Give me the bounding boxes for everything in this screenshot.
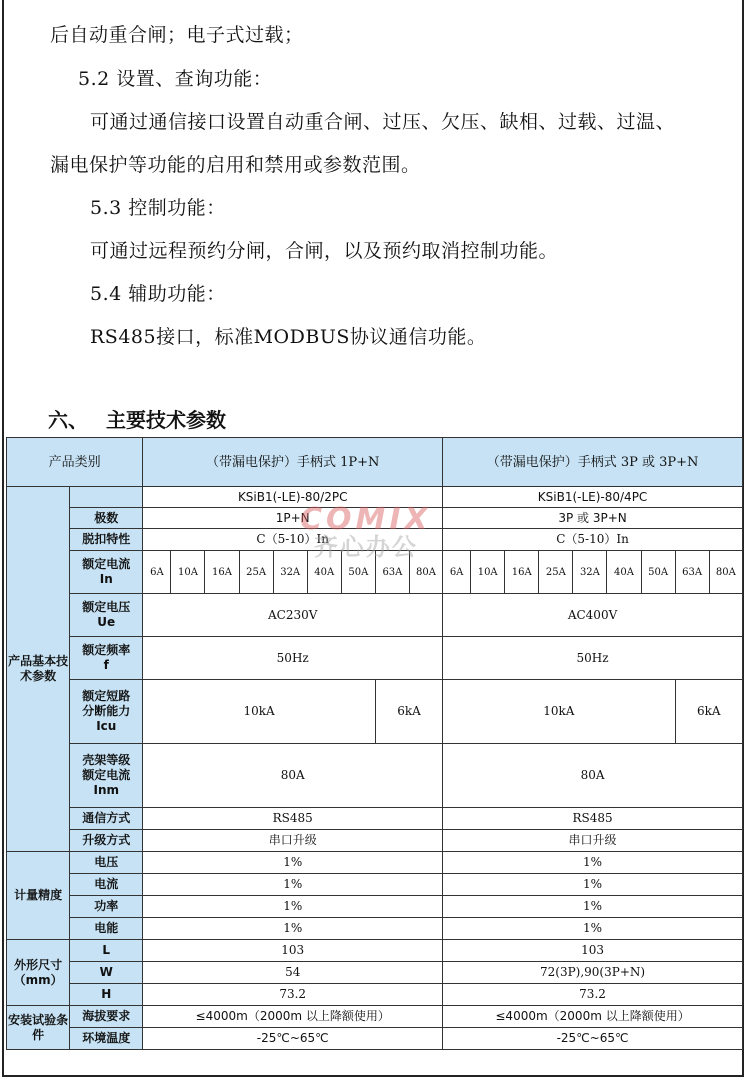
current-cell: 10A — [171, 551, 205, 594]
comm-label: 通信方式 — [70, 808, 143, 830]
current-cell: 6A — [443, 551, 471, 594]
voltage-label — [70, 594, 143, 637]
dim-h-1: 73.2 — [143, 984, 443, 1006]
dim-l-label: L — [70, 940, 143, 962]
model-label-cell — [70, 487, 143, 508]
breaking-1a: 10kA — [143, 680, 376, 744]
subsection-heading: 5.2 设置、查询功能： — [78, 68, 273, 90]
table-row — [7, 896, 743, 918]
model-1: KSiB1(-LE)-80/2PC — [143, 487, 443, 508]
meter-current-label: 电流 — [70, 874, 143, 896]
freq-label-line2: f — [103, 658, 109, 672]
current-cell: 10A — [471, 551, 505, 594]
text-line: 可通过通信接口设置自动重合闸、过压、欠压、缺相、过载、过温、 — [90, 111, 676, 133]
group-metering: 计量精度 — [7, 852, 70, 940]
accuracy-cell: 1% — [143, 874, 443, 896]
breaking-label-line1: 额定短路 — [82, 689, 131, 703]
accuracy-cell: 1% — [443, 852, 743, 874]
freq-label — [70, 637, 143, 680]
text-line: 可通过远程预约分闸，合闸，以及预约取消控制功能。 — [90, 240, 559, 262]
breaking-label-line2: 分断能力 — [82, 704, 131, 718]
freq-1: 50Hz — [143, 637, 443, 680]
table-row — [7, 918, 743, 940]
table-row — [7, 830, 743, 852]
current-cell: 6A — [143, 551, 171, 594]
dim-w-2: 72(3P),90(3P+N) — [443, 962, 743, 984]
frame-label-line2: 额定电流 — [82, 768, 131, 782]
table-row — [7, 808, 743, 830]
breaking-1b: 6kA — [375, 680, 442, 744]
altitude-1: ≤4000m（2000m 以上降额使用） — [143, 1006, 443, 1028]
meter-energy-label: 电能 — [70, 918, 143, 940]
current-cell: 50A — [341, 551, 375, 594]
trip-1: C（5-10）In — [143, 529, 443, 551]
frame-label — [70, 744, 143, 808]
section-title: 主要技术参数 — [106, 408, 226, 432]
upgrade-label: 升级方式 — [70, 830, 143, 852]
text-line: 漏电保护等功能的启用和禁用或参数范围。 — [50, 154, 421, 176]
current-cell: 25A — [239, 551, 273, 594]
poles-1: 1P+N — [143, 508, 443, 529]
trip-label: 脱扣特性 — [70, 529, 143, 551]
watermark-logo: COMIX — [300, 502, 432, 537]
temp-label: 环境温度 — [70, 1028, 143, 1050]
trip-2: C（5-10）In — [443, 529, 743, 551]
table-row — [7, 1006, 743, 1028]
group-install: 安装试验条件 — [7, 1006, 70, 1050]
table-row — [7, 874, 743, 896]
freq-2: 50Hz — [443, 637, 743, 680]
comm-2: RS485 — [443, 808, 743, 830]
current-label-line1: 额定电流 — [82, 557, 131, 571]
accuracy-cell: 1% — [143, 918, 443, 940]
temp-2: -25℃~65℃ — [443, 1028, 743, 1050]
table-row — [7, 680, 743, 744]
freq-label-line1: 额定频率 — [82, 643, 131, 657]
dim-h-2: 73.2 — [443, 984, 743, 1006]
dim-w-1: 54 — [143, 962, 443, 984]
text-line: 后自动重合闸；电子式过载； — [50, 24, 304, 46]
breaking-label-line3: Icu — [96, 719, 117, 733]
model-2: KSiB1(-LE)-80/4PC — [443, 487, 743, 508]
accuracy-cell: 1% — [143, 852, 443, 874]
comm-1: RS485 — [143, 808, 443, 830]
group-basic: 产品基本技术参数 — [7, 487, 70, 852]
current-cell: 80A — [709, 551, 742, 594]
frame-2: 80A — [443, 744, 743, 808]
current-cell: 40A — [307, 551, 341, 594]
current-cell: 40A — [607, 551, 641, 594]
product-type-label: 产品类别 — [7, 438, 143, 487]
frame-label-line1: 壳架等级 — [82, 753, 131, 767]
current-cell: 63A — [675, 551, 709, 594]
breaking-label — [70, 680, 143, 744]
frame-1: 80A — [143, 744, 443, 808]
poles-2: 3P 或 3P+N — [443, 508, 743, 529]
meter-power-label: 功率 — [70, 896, 143, 918]
table-row — [7, 962, 743, 984]
altitude-label: 海拔要求 — [70, 1006, 143, 1028]
accuracy-cell: 1% — [443, 874, 743, 896]
poles-label: 极数 — [70, 508, 143, 529]
voltage-label-line1: 额定电压 — [82, 600, 131, 614]
table-row — [7, 984, 743, 1006]
col2-header: （带漏电保护）手柄式 3P 或 3P+N — [443, 438, 743, 487]
table-row — [7, 940, 743, 962]
subsection-heading: 5.3 控制功能： — [90, 197, 226, 219]
altitude-2: ≤4000m（2000m 以上降额使用） — [443, 1006, 743, 1028]
current-cell: 50A — [641, 551, 675, 594]
accuracy-cell: 1% — [443, 896, 743, 918]
dim-w-label: W — [70, 962, 143, 984]
current-cell: 63A — [375, 551, 409, 594]
dim-l-1: 103 — [143, 940, 443, 962]
section-number: 六、 — [48, 408, 88, 432]
spec-table — [6, 437, 743, 1050]
table-row — [7, 852, 743, 874]
meter-voltage-label: 电压 — [70, 852, 143, 874]
upgrade-1: 串口升级 — [143, 830, 443, 852]
frame-label-line3: Inm — [93, 783, 119, 797]
current-cell: 16A — [505, 551, 539, 594]
table-row — [7, 551, 743, 594]
current-cell: 32A — [573, 551, 607, 594]
table-row — [7, 744, 743, 808]
current-cell: 25A — [539, 551, 573, 594]
table-row — [7, 637, 743, 680]
voltage-2: AC400V — [443, 594, 743, 637]
voltage-1: AC230V — [143, 594, 443, 637]
subsection-heading: 5.4 辅助功能： — [90, 283, 226, 305]
upgrade-2: 串口升级 — [443, 830, 743, 852]
table-row — [7, 1028, 743, 1050]
table-row — [7, 529, 743, 551]
current-label-line2: In — [99, 572, 113, 586]
table-row — [7, 594, 743, 637]
table-row — [7, 438, 743, 487]
breaking-2a: 10kA — [443, 680, 676, 744]
current-cell: 16A — [205, 551, 239, 594]
watermark-subtitle: 齐心办公 — [313, 533, 418, 561]
accuracy-cell: 1% — [443, 918, 743, 940]
voltage-label-line2: Ue — [97, 615, 116, 629]
group-dimensions: 外形尺寸（mm） — [7, 940, 70, 1006]
table-row — [7, 508, 743, 529]
current-cell: 32A — [273, 551, 307, 594]
text-line: RS485接口，标准MODBUS协议通信功能。 — [90, 326, 487, 348]
temp-1: -25℃~65℃ — [143, 1028, 443, 1050]
dim-l-2: 103 — [443, 940, 743, 962]
current-cell: 80A — [409, 551, 442, 594]
col1-header: （带漏电保护）手柄式 1P+N — [143, 438, 443, 487]
table-row — [7, 487, 743, 508]
current-label — [70, 551, 143, 594]
accuracy-cell: 1% — [143, 896, 443, 918]
breaking-2b: 6kA — [675, 680, 742, 744]
dim-h-label: H — [70, 984, 143, 1006]
